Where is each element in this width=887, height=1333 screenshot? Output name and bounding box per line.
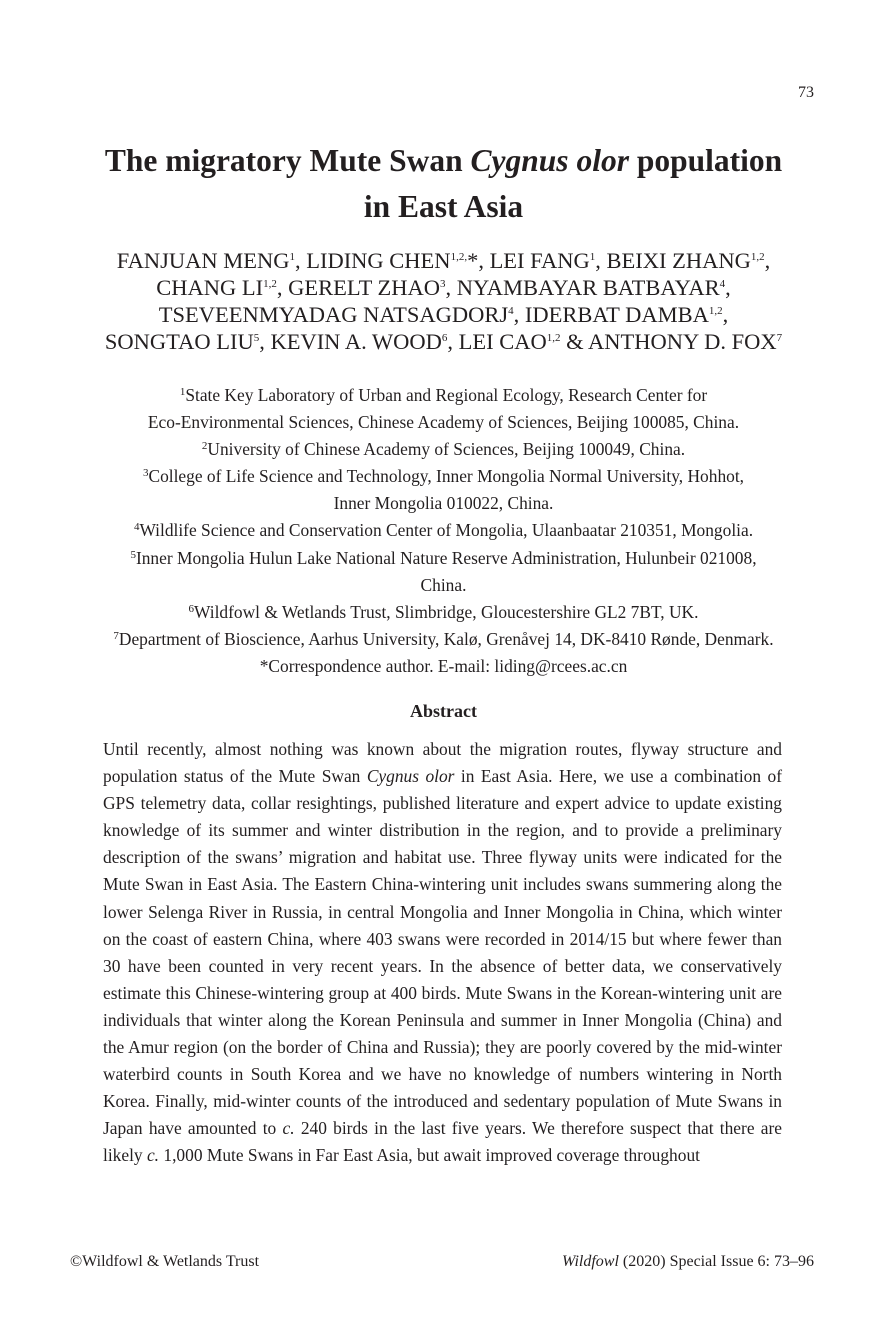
- author: ANTHONY D. FOX$^7$: [588, 329, 783, 354]
- author-list: [30, 247, 857, 355]
- title-text: population: [628, 143, 783, 178]
- paper-title: [40, 138, 847, 230]
- affiliation: $^6$Wildfowl & Wetlands Trust, Slimbridge, Gloucestershire GL2 7BT, UK.: [188, 601, 699, 622]
- journal-name: Wildfowl: [562, 1253, 619, 1270]
- author: GERELT ZHAO$^3$,: [288, 275, 457, 300]
- affiliation: $^4$Wildlife Science and Conservation Center of Mongolia, Ulaanbaatar 210351, Mongolia.: [133, 520, 754, 541]
- author: KEVIN A. WOOD$^6$,: [270, 329, 459, 354]
- affiliation: $^7$Department of Bioscience, Aarhus University, Kalø, Grenåvej 14, DK-8410 Rønde, Denmark.: [113, 628, 774, 649]
- author: TSEVEENMYADAG NATSAGDORJ$^4$,: [158, 302, 525, 327]
- author: LEI FANG$^1$,: [489, 248, 607, 273]
- author: LIDING $CHEN^{1,2,}*$,: [306, 248, 490, 273]
- abstract-text: Until recently, almost nothing was known about the migration routes, flyway structure and population status of the Mute Swan Cygnus olor in East Asia. Here, we use a combination of GPS telemetry data, collar resightings, published literature and expert advice to update existing knowledge of its summer and winter distribution in the region, and to provide a preliminary description of the swans’ migration and habitat use. Three flyway units were indicated for the Mute Swan in East Asia. The Eastern China-wintering unit includes swans summering along the lower Selenga River in Russia, in central Mongolia and Inner Mongolia in China, which winter on the coast of eastern China, where 403 swans were recorded in 2014/15 but where fewer than 30 have been counted in very recent years. In the absence of better data, we conservatively estimate this Chinese-wintering group at 400 birds. Mute Swans in the Korean-wintering unit are individuals that winter along the Korean Peninsula and summer in Inner Mongolia (China) and the Amur region (on the border of China and Russia); they are poorly covered by the mid-winter waterbird counts in South Korea and we have no knowledge of numbers wintering in North Korea. Finally, mid-winter counts of the introduced and sedentary population of Mute Swans in Japan have amounted to c. 240 birds in the last five years. We therefore suspect that there are likely c. 1,000 Mute Swans in Far East Asia, but await improved coverage throughout: [103, 739, 783, 1166]
- author: SONGTAO LIU$^5$,: [104, 329, 271, 354]
- abstract-heading: Abstract: [410, 701, 477, 721]
- affiliation: $^5$Inner Mongolia Hulun Lake National Nature Reserve Administration, Hulunbeir 021008, China.: [130, 547, 757, 595]
- author: IDERBAT DAMBA$^{1,2}$,: [524, 302, 729, 327]
- title-text: in East Asia: [363, 189, 524, 224]
- affiliation: $^1$State Key Laboratory of Urban and Regional Ecology, Research Center for Eco-Environmental Sciences, Chinese Academy of Sciences, Beijing 100085, China.: [147, 385, 740, 433]
- footer-citation: Wildfowl (2020) Special Issue 6: 73–96: [562, 1253, 814, 1270]
- author: CHANG LI$^{1,2}$,: [156, 275, 289, 300]
- title-text: The migratory Mute Swan: [104, 143, 471, 178]
- page-number: 73: [798, 84, 814, 101]
- author: BEIXI ZHANG$^{1,2}$,: [606, 248, 771, 273]
- author: LEI CAO$^{1,2}$ &: [458, 329, 589, 354]
- correspondence: *Correspondence author. E-mail: liding@rcees.ac.cn: [259, 655, 628, 676]
- author: NYAMBAYAR BATBAYAR$^4$,: [456, 275, 731, 300]
- author: FANJUAN MENG$^1$,: [116, 248, 307, 273]
- affiliation: $^2$University of Chinese Academy of Sciences, Beijing 100049, China.: [201, 439, 686, 460]
- affiliation: $^3$College of Life Science and Technology, Inner Mongolia Normal University, Hohhot, Inner Mongolia 010022, China.: [142, 466, 745, 514]
- footer-copyright: ©Wildfowl & Wetlands Trust: [70, 1253, 260, 1270]
- title-species: Cygnus olor: [470, 143, 629, 178]
- affiliations: [40, 382, 847, 680]
